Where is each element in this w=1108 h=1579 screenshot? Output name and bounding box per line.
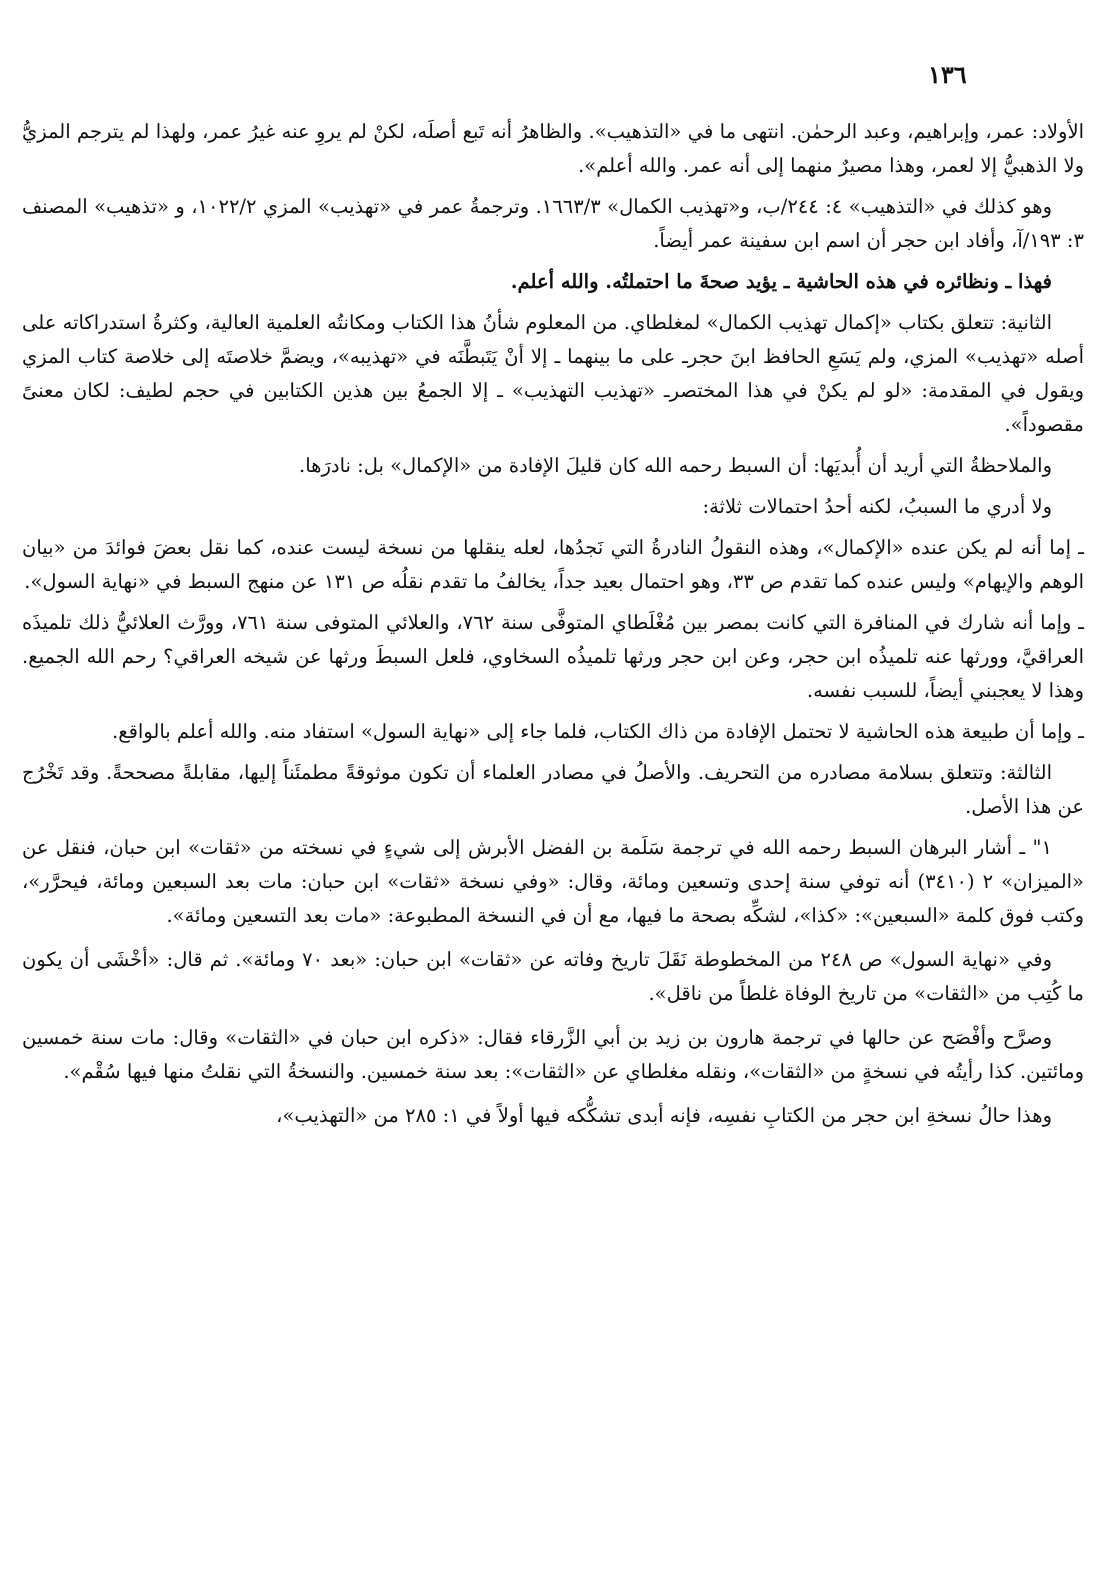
paragraph: ـ وإما أن طبيعة هذه الحاشية لا تحتمل الإفادة من ذاك الكتاب، فلما جاء إلى «نهاية السول» استفاد منه. والله أعلم بالواقع. <box>112 720 1084 743</box>
paragraph: ـ وإما أنه شارك في المنافرة التي كانت بمصر بين مُغْلَطاي المتوفَّى سنة ٧٦٢، والعلائي المتوفى سنة ٧٦١، وورَّث العلائيُّ ذلك تلميذَه العراقيَّ، وورثها عنه تلميذُه ابن حجر، وعن ابن حجر ورثها تلميذُه السخاوي، فلعل السبطَ ورثها عن شيخه العراقي؟ رحم الله الجميع. وهذا لا يعجبني أيضاً، للسبب نفسه. <box>22 611 1084 702</box>
paragraph: وفي «نهاية السول» ص ٢٤٨ من المخطوطة نَقَلَ تاريخ وفاته عن «ثقات» ابن حبان: «بعد ٧٠ ومائة». ثم قال: «أخْشَى أن يكون ما كُتِب من «الثقات» من تاريخ الوفاة غلطاً من ناقل». <box>22 948 1084 1005</box>
paragraph: الثالثة: وتتعلق بسلامة مصادره من التحريف. والأصلُ في مصادر العلماء أن تكون موثوقةً مطمئَناً إليها، مقابلةً مصححةً. وقد تَخْرُج عن هذا الأصل. <box>22 761 1084 818</box>
paragraph: ولا أدري ما السببُ، لكنه أحدُ احتمالات ثلاثة: <box>702 495 1052 518</box>
paragraph: ١" ـ أشار البرهان السبط رحمه الله في ترجمة سَلَمة بن الفضل الأبرش إلى شيءٍ في نسخته من «ثقات» ابن حبان، فنقل عن «الميزان» ٢ (٣٤١٠) أنه توفي سنة إحدى وتسعين ومائة، وقال: «وفي نسخة «ثقات» ابن حبان: مات بعد السبعين ومائة، فيحرَّر»، وكتب فوق كلمة «السبعين»: «كذا»، لشكِّه بصحة ما فيها، مع أن في النسخة المطبوعة: «مات بعد التسعين ومائة». <box>22 836 1084 927</box>
paragraph: وصرَّح وأفْصَح عن حالها في ترجمة هارون بن زيد بن أبي الزَّرقاء فقال: «ذكره ابن حبان في «الثقات» وقال: مات سنة خمسين ومائتين. كذا رأيتُه في نسخةٍ من «الثقات»، ونقله مغلطاي عن «الثقات»: بعد سنة خمسين. والنسخةُ التي نقلتُ منها فيها سُقْم». <box>22 1026 1084 1083</box>
paragraph: الثانية: تتعلق بكتاب «إكمال تهذيب الكمال» لمغلطاي. من المعلوم شأنُ هذا الكتاب ومكانتُه العلمية العالية، وكثرةُ استدراكاته على أصله «تهذيب» المزي، ولم يَسَعِ الحافظ ابنَ حجرـ على ما بينهما ـ إلا أنْ يَتَبطَّنَه في «تهذيبه»، ويضمَّ خلاصتَه إلى خلاصة كتاب المزي ويقول في المقدمة: «لو لم يكنْ في هذا المختصرـ «تهذيب التهذيب» ـ إلا الجمعُ بين هذين الكتابين في حجم لطيف: لكان معنىً مقصوداً». <box>22 311 1084 436</box>
paragraph: والملاحظةُ التي أريد أن أُبديَها: أن السبط رحمه الله كان قليلَ الإفادة من «الإكمال» بل: نادرَها. <box>299 454 1052 477</box>
paragraph: الأولاد: عمر، وإبراهيم، وعبد الرحمٰن. انتهى ما في «التذهيب». والظاهرُ أنه تَبع أصلَه، لكنْ لم يروِ عنه غيرُ عمر، ولهذا لم يترجم المزيُّ ولا الذهبيُّ إلا لعمر، وهذا مصيرٌ منهما إلى أنه عمر. والله أعلم». <box>22 120 1084 177</box>
page-number: ١٣٦ <box>928 60 967 89</box>
paragraph: وهو كذلك في «التذهيب» ٤: ٢٤٤/ب، و«تهذيب الكمال» ١٦٦٣/٣. وترجمةُ عمر في «تهذيب» المزي ١٠٢٢/٢، و «تذهيب» المصنف ٣: ١٩٣/آ، وأفاد ابن حجر أن اسم ابن سفينة عمر أيضاً. <box>22 195 1084 252</box>
page-body <box>22 115 1084 1140</box>
paragraph: ـ إما أنه لم يكن عنده «الإكمال»، وهذه النقولُ النادرةُ التي نَجدُها، لعله ينقلها من نسخة ليست عنده، كما نقل بعضَ فوائدَ من «بيان الوهم والإيهام» وليس عنده كما تقدم ص ٣٣، وهو احتمال بعيد جداً، يخالفُ ما تقدم نقلُه ص ١٣١ عن منهج السبط في «نهاية السول». <box>22 536 1084 593</box>
paragraph: فهذا ـ ونظائره في هذه الحاشية ـ يؤيد صحةَ ما احتملتُه. والله أعلم. <box>510 270 1052 293</box>
paragraph: وهذا حالُ نسخةِ ابن حجر من الكتابِ نفسِه، فإنه أبدى تشكُّكه فيها أولاً في ١: ٢٨٥ من «التهذيب»، <box>276 1104 1052 1127</box>
